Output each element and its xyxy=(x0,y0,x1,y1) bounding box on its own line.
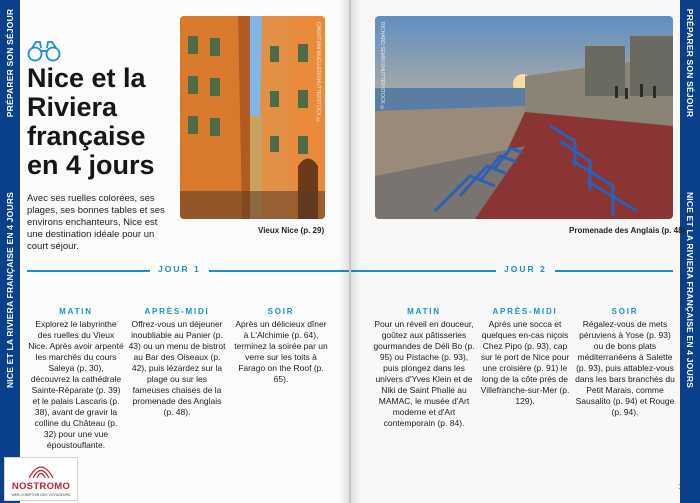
day1-afternoon xyxy=(128,306,226,418)
side-tab-left xyxy=(0,0,20,503)
binoculars-icon xyxy=(27,39,61,63)
nostromo-logo xyxy=(4,457,78,501)
day1-morning xyxy=(28,306,124,451)
day2-label: JOUR 2 xyxy=(496,264,555,274)
left-page xyxy=(0,0,349,503)
photo-vieux-nice xyxy=(180,16,325,219)
photo-credit-vieux-nice: CHRISTIAN MUELLER/SHUTTERSTOCK © xyxy=(315,22,321,124)
day1-afternoon-text: Offrez-vous un déjeuner inoubliable au Panier (p. 43) ou un menu de bistrot au Bar des Oiseaux (p. 42), puis lézardez sur la plage ou sur les fameuses chaises de la promenade des Anglais (p. 48). xyxy=(128,319,226,417)
side-tab-prep-label-right: PRÉPARER SON SÉJOUR xyxy=(685,8,695,118)
logo-name: NOSTROMO xyxy=(11,481,71,492)
intro-text: Avec ses ruelles colorées, ses plages, ses bonnes tables et ses environs enchanteurs, Nice est une destination idéale pour un court séjour. xyxy=(27,193,165,252)
side-tab-prep-label: PRÉPARER SON SÉJOUR xyxy=(5,8,15,118)
day1-morning-heading: MATIN xyxy=(59,307,93,316)
day1-evening xyxy=(232,306,330,385)
side-tab-chapter-label: NICE ET LA RIVIERA FRANÇAISE EN 4 JOURS xyxy=(5,191,15,389)
page-number: 17 xyxy=(678,484,686,491)
caption-promenade: Promenade des Anglais (p. 48) xyxy=(569,226,686,235)
day1-morning-text: Explorez le labyrinthe des ruelles du Vieux Nice. Après avoir arpenté les marchés du cours Saleya (p. 30), découvrez la cathédrale Sainte-Réparate (p. 39) et le palais Lascaris (p. 38), avant de gravir la colline du Château (p. 32) pour une vue époustouflante. xyxy=(28,319,124,450)
photo-promenade xyxy=(375,16,673,219)
side-tab-right xyxy=(680,0,700,503)
day2-evening-heading: SOIR xyxy=(611,307,639,316)
day1-evening-text: Après un délicieux dîner à L'Alchimie (p. 64), terminez la soirée par un verre sur les toits à Farago on the Roof (p. 65). xyxy=(234,319,328,384)
day2-evening xyxy=(575,306,675,418)
day1-afternoon-heading: APRÈS-MIDI xyxy=(144,307,210,316)
day1-evening-heading: SOIR xyxy=(267,307,295,316)
day2-afternoon-text: Après une socca et quelques en-cas niçois Chez Pipo (p. 93), cap sur le port de Nice pour une croisière (p. 91) le long de la côte près de Villefranche-sur-Mer (p. 129). xyxy=(480,319,570,406)
day1-label: JOUR 1 xyxy=(150,264,209,274)
caption-vieux-nice: Vieux Nice (p. 29) xyxy=(258,226,325,235)
right-page xyxy=(351,0,700,503)
day2-morning-heading: MATIN xyxy=(407,307,441,316)
day2-evening-text: Régalez-vous de mets péruviens à Yose (p. 93) ou de bons plats méditerranéens à Salette (p. 93), puis attablez-vous dans les bars branchés du Petit Marais, comme Sausalito (p. 94) et Rouge (p. 94). xyxy=(575,319,675,417)
compass-rose-icon xyxy=(27,460,55,480)
page-title: Nice et la Riviera française en 4 jours xyxy=(27,63,155,180)
photo-credit-promenade: RICHARD SEMIK/SHUTTERSTOCK © xyxy=(379,22,385,112)
side-tab-chapter-label-right: NICE ET LA RIVIERA FRANÇAISE EN 4 JOURS xyxy=(685,191,695,389)
logo-tagline: WEB COMPTOIR DES VOYAGEURS xyxy=(11,493,71,497)
day2-morning xyxy=(373,306,475,429)
day2-afternoon-heading: APRÈS-MIDI xyxy=(492,307,558,316)
day2-morning-text: Pour un réveil en douceur, goûtez aux pâtisseries gourmandes de Déli Bo (p. 95) ou Pistache (p. 93), puis plongez dans les univers d'Yves Klein et de Niki de Saint Phalle au MAMAC, le musée d'Art moderne et d'Art contemporain (p. 84). xyxy=(373,319,475,428)
day2-afternoon xyxy=(479,306,571,407)
